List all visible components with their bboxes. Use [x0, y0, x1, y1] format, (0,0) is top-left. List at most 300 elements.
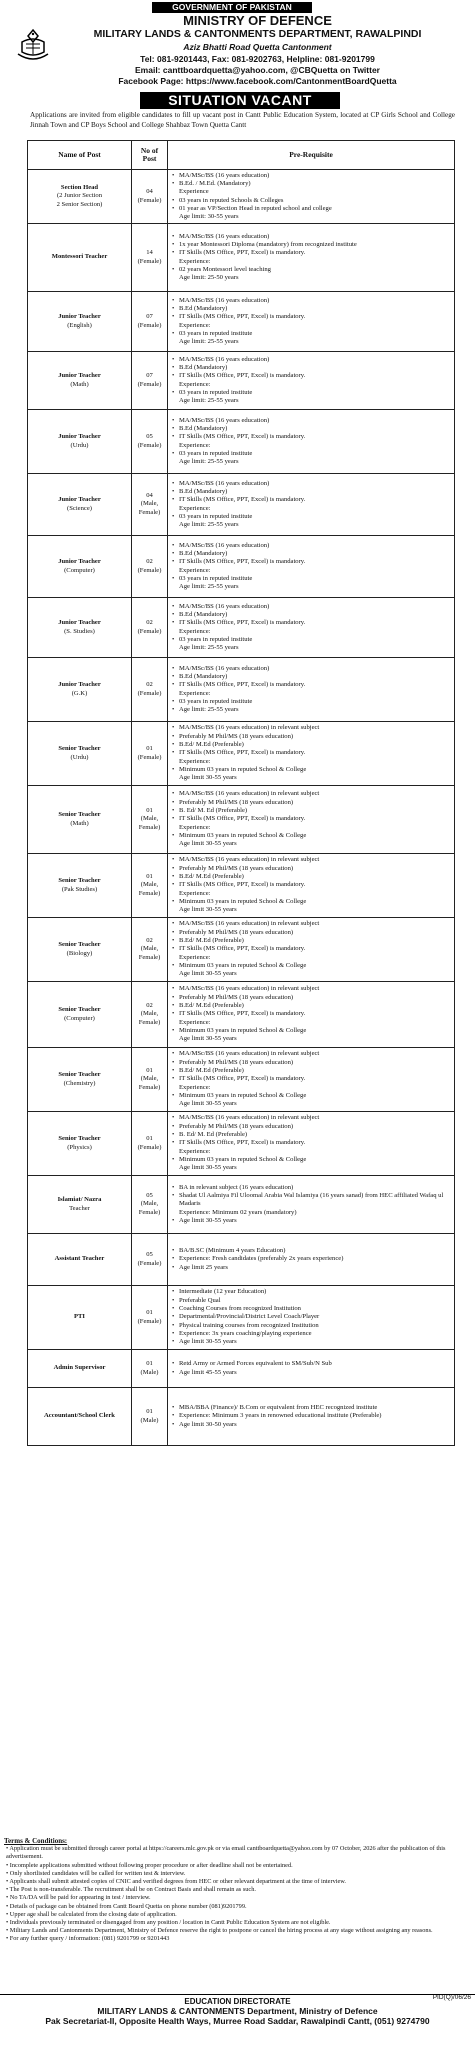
- header: [0, 0, 475, 88]
- prerequisite-cell: [168, 982, 455, 1048]
- office-address: Aziz Bhatti Road Quetta Cantonment: [183, 42, 332, 52]
- footer: [0, 1994, 475, 2043]
- post-gender: Female): [138, 953, 161, 961]
- prerequisite-list: [170, 1184, 452, 1225]
- prerequisite-item: • IT Skills (MS Office, PPT, Excel) is mandatory.: [179, 945, 452, 953]
- post-name: Senior Teacher: [58, 1071, 101, 1079]
- term-item: • Individuals previously terminated or disengaged from any position / location in Cantt Public Education System are not eligible.: [6, 1919, 331, 1927]
- prerequisite-item: • Preferably M Phil/MS (18 years education): [179, 733, 452, 741]
- post-count-cell: [132, 658, 168, 722]
- situation-vacant-banner: SITUATION VACANT: [140, 92, 340, 109]
- prerequisite-item: • Preferably M Phil/MS (18 years education): [179, 865, 452, 873]
- prerequisite-item: • B.Ed/ M.Ed (Preferable): [179, 937, 452, 945]
- prerequisite-item: Age limit 30-55 years: [179, 1100, 237, 1108]
- post-count-cell: [132, 854, 168, 918]
- post-name-cell: [28, 352, 132, 410]
- post-count-cell: [132, 1350, 168, 1388]
- prerequisite-item: • Preferably M Phil/MS (18 years education): [179, 1123, 452, 1131]
- post-count-cell: [132, 982, 168, 1048]
- prerequisite-item: • MA/MSc/BS (16 years education) in relevant subject: [179, 790, 452, 798]
- prerequisite-list: [170, 542, 452, 592]
- post-subject: (Urdu): [70, 441, 89, 449]
- prerequisite-item: Age limit: 25-55 years: [179, 397, 239, 405]
- table-row: [28, 722, 455, 786]
- prerequisite-item: • Experience: Minimum 3 years in renowned educational institute (Preferable): [179, 1412, 452, 1420]
- terms-title: Terms & Conditions:: [4, 1837, 68, 1845]
- post-name: Assistant Teacher: [54, 1255, 105, 1263]
- post-gender: (Female): [137, 1317, 162, 1325]
- prerequisite-item: • B.Ed (Mandatory): [179, 550, 452, 558]
- prerequisite-item: • MA/MSc/BS (16 years education): [179, 417, 452, 425]
- prerequisite-cell: [168, 598, 455, 658]
- prerequisite-item: • Minimum 03 years in reputed School & College: [179, 832, 452, 840]
- post-gender: (Male,: [140, 500, 159, 508]
- post-name: Montessori Teacher: [51, 253, 108, 261]
- prerequisite-item: • B.Ed/ M.Ed (Preferable): [179, 741, 452, 749]
- term-item: • Incomplete applications submitted without following proper procedure or after deadline shall not be entertained.: [6, 1861, 293, 1869]
- post-name: Accountant/School Clerk: [44, 1412, 115, 1420]
- table-row: [28, 982, 455, 1048]
- post-gender: Female): [138, 1018, 161, 1026]
- term-item: • Upper age shall be calculated from the closing date of application.: [6, 1910, 177, 1918]
- term-item: • Military Lands and Cantonments Department, Ministry of Defence reserve the right to postpone or cancel the hiring process at any stage without assigning any reasons.: [6, 1927, 433, 1935]
- table-row: [28, 474, 455, 536]
- post-subject: (Computer): [64, 1014, 95, 1022]
- prerequisite-item: • MA/MSc/BS (16 years education) in relevant subject: [179, 1050, 452, 1058]
- prerequisite-item: Age limit: 25-55 years: [179, 521, 239, 529]
- prerequisite-item: • IT Skills (MS Office, PPT, Excel) is mandatory.: [179, 1010, 452, 1018]
- post-name-cell: [28, 1350, 132, 1388]
- post-subject: (Pak Studies): [61, 885, 98, 893]
- prerequisite-list: [170, 1114, 452, 1172]
- prerequisite-item: • IT Skills (MS Office, PPT, Excel) is mandatory.: [179, 881, 452, 889]
- post-gender: (Male): [140, 1368, 159, 1376]
- term-item: • Details of package can be obtained from Cantt Board Quetta on phone number (081)9201799.: [6, 1902, 247, 1910]
- table-row: [28, 536, 455, 598]
- term-item: • No TA/DA will be paid for appearing in test / interview.: [6, 1894, 151, 1902]
- prerequisite-item: • MA/MSc/BS (16 years education): [179, 665, 452, 673]
- prerequisite-item: • Preferably M Phil/MS (18 years education): [179, 994, 452, 1002]
- phone-numbers: Tel: 081-9201443, Fax: 081-9202763, Helpline: 081-9201799: [140, 54, 375, 64]
- prerequisite-item: • Age limit 30-50 years: [179, 1421, 452, 1429]
- prerequisite-cell: [168, 722, 455, 786]
- prerequisite-item: • IT Skills (MS Office, PPT, Excel) is mandatory.: [179, 558, 452, 566]
- post-name-cell: [28, 474, 132, 536]
- post-name: Senior Teacher: [58, 941, 101, 949]
- prerequisite-item: • B.Ed (Mandatory): [179, 364, 452, 372]
- prerequisite-cell: [168, 1286, 455, 1350]
- prerequisite-item: Age limit 30-55 years: [179, 840, 237, 848]
- prerequisite-list: [170, 856, 452, 914]
- post-name-cell: [28, 1176, 132, 1234]
- prerequisite-item: Age limit: 30-55 years: [179, 213, 239, 221]
- table-row: [28, 1112, 455, 1176]
- prerequisite-item: • 03 years in reputed institute: [179, 330, 452, 338]
- prerequisite-item: • B.Ed/ M.Ed (Preferable): [179, 1002, 452, 1010]
- prerequisite-item: Experience: [179, 188, 209, 196]
- prerequisite-item: • 02 years Montessori level teaching: [179, 266, 452, 274]
- prerequisite-list: [170, 985, 452, 1043]
- prerequisite-item: Age limit: 25-55 years: [179, 644, 239, 652]
- post-count: 07: [146, 313, 153, 321]
- prerequisite-item: • IT Skills (MS Office, PPT, Excel) is mandatory.: [179, 749, 452, 757]
- post-subject: 2 Senior Section): [56, 200, 103, 208]
- post-name: Islamiat/ Nazra: [57, 1196, 102, 1204]
- post-count: 01: [146, 807, 153, 815]
- prerequisite-item: • MA/MSc/BS (16 years education): [179, 172, 452, 180]
- post-count: 01: [146, 1309, 153, 1317]
- prerequisite-item: • Intermediate (12 year Education): [179, 1288, 452, 1296]
- post-count-cell: [132, 224, 168, 292]
- prerequisite-item: • 03 years in reputed institute: [179, 450, 452, 458]
- header-name-of-post: Name of Post: [28, 141, 132, 170]
- post-gender: (Female): [137, 196, 162, 204]
- post-gender: (Female): [137, 689, 162, 697]
- prerequisite-item: • Minimum 03 years in reputed School & College: [179, 766, 452, 774]
- post-gender: (Male): [140, 1416, 159, 1424]
- prerequisite-list: [170, 297, 452, 347]
- post-count: 04: [146, 188, 153, 196]
- prerequisite-item: • Preferably M Phil/MS (18 years education): [179, 929, 452, 937]
- table-row: [28, 658, 455, 722]
- prerequisite-item: • Preferably M Phil/MS (18 years education): [179, 799, 452, 807]
- post-name: Senior Teacher: [58, 811, 101, 819]
- prerequisite-item: • 01 year as VP/Section Head in reputed school and college: [179, 205, 452, 213]
- post-name: Junior Teacher: [58, 372, 101, 380]
- term-item: • For any further query / information: (081) 9201799 or 9201443: [6, 1935, 170, 1943]
- post-count-cell: [132, 1112, 168, 1176]
- post-gender: (Male,: [140, 815, 159, 823]
- post-subject: (Math): [70, 819, 89, 827]
- prerequisite-item: • 03 years in reputed institute: [179, 389, 452, 397]
- post-gender: (Male,: [140, 1200, 159, 1208]
- table-header-row: [28, 141, 455, 170]
- prerequisite-cell: [168, 1350, 455, 1388]
- prerequisite-item: • Minimum 03 years in reputed School & College: [179, 898, 452, 906]
- prerequisite-item: • Coaching Courses from recognized Institution: [179, 1305, 452, 1313]
- prerequisite-item: • MA/MSc/BS (16 years education): [179, 542, 452, 550]
- prerequisite-item: • 03 years in reputed institute: [179, 513, 452, 521]
- prerequisite-list: [170, 790, 452, 848]
- post-name-cell: [28, 1112, 132, 1176]
- post-gender: (Male,: [140, 1075, 159, 1083]
- prerequisite-item: • IT Skills (MS Office, PPT, Excel) is mandatory.: [179, 1139, 452, 1147]
- post-gender: Female): [138, 1208, 161, 1216]
- post-subject: (Computer): [64, 566, 95, 574]
- government-label: GOVERNMENT OF PAKISTAN: [152, 2, 312, 13]
- post-gender: (Male,: [140, 881, 159, 889]
- prerequisite-item: • Age limit: 25-55 years: [179, 706, 452, 714]
- intro-paragraph: Applications are invited from eligible candidates to fill up vacant post in Cantt Public Education System, located at CP Girls School and College Jinnah Town and CP Boys School and College Shahbaz Town Quetta Cantt: [30, 111, 455, 129]
- header-pre-requisite: Pre-Requisite: [168, 141, 455, 170]
- prerequisite-item: • IT Skills (MS Office, PPT, Excel) is mandatory.: [179, 496, 452, 504]
- post-name: PTI: [74, 1313, 85, 1321]
- prerequisite-item: Age limit 30-55 years: [179, 970, 237, 978]
- prerequisite-item: • IT Skills (MS Office, PPT, Excel) is mandatory.: [179, 313, 452, 321]
- post-count-cell: [132, 536, 168, 598]
- post-gender: (Male,: [140, 1010, 159, 1018]
- prerequisite-cell: [168, 474, 455, 536]
- post-count: 01: [146, 1408, 153, 1416]
- prerequisite-list: [170, 1404, 452, 1429]
- post-gender: (Female): [137, 1143, 162, 1151]
- prerequisite-item: • MA/MSc/BS (16 years education) in relevant subject: [179, 856, 452, 864]
- prerequisite-item: Age limit: 25-55 years: [179, 458, 239, 466]
- post-count-cell: [132, 598, 168, 658]
- prerequisite-cell: [168, 170, 455, 224]
- post-count: 02: [146, 558, 153, 566]
- prerequisite-item: • IT Skills (MS Office, PPT, Excel) is mandatory.: [179, 815, 452, 823]
- table-row: [28, 1286, 455, 1350]
- prerequisite-item: Experience: Minimum 02 years (mandatory): [179, 1208, 297, 1216]
- prerequisite-item: Experience:: [179, 504, 211, 512]
- post-count-cell: [132, 170, 168, 224]
- prerequisite-item: Experience:: [179, 321, 211, 329]
- prerequisite-item: • 03 years in reputed Schools & Colleges: [179, 197, 452, 205]
- post-name-cell: [28, 786, 132, 854]
- table-body: [28, 170, 455, 1446]
- prerequisite-item: • 1x year Montessori Diploma (mandatory) from recognized institute: [179, 241, 452, 249]
- prerequisite-item: • B.Ed (Mandatory): [179, 611, 452, 619]
- post-count: 01: [146, 1135, 153, 1143]
- prerequisite-item: Experience:: [179, 1147, 211, 1155]
- prerequisite-cell: [168, 1048, 455, 1112]
- prerequisite-item: • Minimum 03 years in reputed School & College: [179, 962, 452, 970]
- prerequisite-cell: [168, 292, 455, 352]
- post-gender: (Female): [137, 1259, 162, 1267]
- prerequisite-list: [170, 1050, 452, 1108]
- post-name: Senior Teacher: [58, 1135, 101, 1143]
- prerequisite-item: Age limit 30-55 years: [179, 1035, 237, 1043]
- prerequisite-item: Experience:: [179, 953, 211, 961]
- post-count: 01: [146, 1360, 153, 1368]
- post-count: 05: [146, 1251, 153, 1259]
- post-gender: Female): [138, 889, 161, 897]
- state-emblem-icon: [14, 28, 52, 62]
- prerequisite-list: [170, 920, 452, 978]
- post-name-cell: [28, 1048, 132, 1112]
- post-name-cell: [28, 918, 132, 982]
- post-gender: (Female): [137, 257, 162, 265]
- prerequisite-item: • Minimum 03 years in reputed School & College: [179, 1027, 452, 1035]
- post-count: 02: [146, 937, 153, 945]
- prerequisite-item: Age limit: 25-55 years: [179, 338, 239, 346]
- prerequisite-item: • BA/B.SC (Minimum 4 years Education): [179, 1247, 452, 1255]
- prerequisite-item: • 03 years in reputed institute: [179, 698, 452, 706]
- prerequisite-item: • Preferably M Phil/MS (18 years education): [179, 1059, 452, 1067]
- prerequisite-item: • B. Ed/ M. Ed (Preferable): [179, 1131, 452, 1139]
- prerequisite-item: • 03 years in reputed institute: [179, 636, 452, 644]
- prerequisite-item: • IT Skills (MS Office, PPT, Excel) is mandatory.: [179, 249, 452, 257]
- prerequisite-list: [170, 665, 452, 715]
- post-subject: (Physics): [67, 1143, 92, 1151]
- post-subject: (English): [67, 321, 92, 329]
- prerequisite-cell: [168, 1234, 455, 1286]
- prerequisite-item: • Retd Army or Armed Forces equivalent to SM/Sub/N Sub: [179, 1360, 452, 1368]
- post-gender: (Female): [137, 380, 162, 388]
- prerequisite-list: [170, 233, 452, 283]
- prerequisite-item: Age limit 30-55 years: [179, 1164, 237, 1172]
- post-name-cell: [28, 1388, 132, 1446]
- post-name: Senior Teacher: [58, 745, 101, 753]
- post-gender: (Male,: [140, 945, 159, 953]
- term-item: • The Post is non-transferable. The recruitment shall be on Contract Basis and shall remain as such.: [6, 1886, 256, 1894]
- prerequisite-list: [170, 480, 452, 530]
- table-row: [28, 1350, 455, 1388]
- post-name: Junior Teacher: [58, 681, 101, 689]
- email-contact: Email: canttboardquetta@yahoo.com, @CBQuetta on Twitter: [135, 65, 380, 75]
- table-row: [28, 1388, 455, 1446]
- post-name-cell: [28, 658, 132, 722]
- prerequisite-item: • Departmental/Provincial/District Level Coach/Player: [179, 1313, 452, 1321]
- post-subject: (Chemistry): [63, 1079, 96, 1087]
- department-title: MILITARY LANDS & CANTONMENTS DEPARTMENT, RAWALPINDI: [93, 28, 422, 40]
- prerequisite-item: Experience:: [179, 380, 211, 388]
- post-count-cell: [132, 722, 168, 786]
- table-row: [28, 786, 455, 854]
- table-row: [28, 170, 455, 224]
- prerequisite-cell: [168, 1388, 455, 1446]
- post-subject: (Urdu): [70, 753, 89, 761]
- post-name-cell: [28, 722, 132, 786]
- post-count-cell: [132, 410, 168, 474]
- post-name: Junior Teacher: [58, 558, 101, 566]
- table-row: [28, 918, 455, 982]
- post-subject: (2 Junior Section: [56, 192, 103, 200]
- prerequisite-item: Experience:: [179, 823, 211, 831]
- prerequisite-item: • IT Skills (MS Office, PPT, Excel) is mandatory.: [179, 619, 452, 627]
- post-count: 02: [146, 619, 153, 627]
- table-row: [28, 854, 455, 918]
- facebook-page: Facebook Page: https://www.facebook.com/CantonmentBoardQuetta: [118, 76, 397, 86]
- post-gender: (Female): [137, 441, 162, 449]
- prerequisite-item: Age limit 30-55 years: [179, 906, 237, 914]
- post-count: 02: [146, 681, 153, 689]
- prerequisite-list: [170, 724, 452, 782]
- post-count-cell: [132, 1286, 168, 1350]
- prerequisite-item: • Preferable Qual: [179, 1297, 452, 1305]
- prerequisite-item: • Experience: 3x years coaching/playing experience: [179, 1330, 452, 1338]
- terms-and-conditions: [4, 1837, 471, 1944]
- prerequisite-item: • MA/MSc/BS (16 years education) in relevant subject: [179, 1114, 452, 1122]
- ministry-title: MINISTRY OF DEFENCE: [183, 13, 332, 28]
- post-name: Junior Teacher: [58, 496, 101, 504]
- table-row: [28, 598, 455, 658]
- post-count-cell: [132, 1388, 168, 1446]
- prerequisite-list: [170, 603, 452, 653]
- term-item: • Applicants shall submit attested copies of CNIC and verified degrees from HEC or other relevant department at the time of interview.: [6, 1878, 346, 1886]
- post-count-cell: [132, 352, 168, 410]
- post-name-cell: [28, 170, 132, 224]
- post-count: 05: [146, 433, 153, 441]
- prerequisite-item: • MA/MSc/BS (16 years education) in relevant subject: [179, 724, 452, 732]
- prerequisite-item: • B. Ed/ M. Ed (Preferable): [179, 807, 452, 815]
- prerequisite-cell: [168, 410, 455, 474]
- prerequisite-item: Age limit 30-55 years: [179, 774, 237, 782]
- prerequisite-item: • Physical training courses from recognized Institution: [179, 1322, 452, 1330]
- post-count: 07: [146, 372, 153, 380]
- prerequisite-item: • IT Skills (MS Office, PPT, Excel) is mandatory.: [179, 372, 452, 380]
- table-row: [28, 352, 455, 410]
- post-count-cell: [132, 786, 168, 854]
- post-count-cell: [132, 292, 168, 352]
- prerequisite-item: • BA in relevant subject (16 years education): [179, 1184, 452, 1192]
- footer-directorate: EDUCATION DIRECTORATE: [184, 1997, 291, 2006]
- prerequisite-item: • MA/MSc/BS (16 years education): [179, 297, 452, 305]
- post-count: 01: [146, 873, 153, 881]
- post-name-cell: [28, 410, 132, 474]
- prerequisite-cell: [168, 786, 455, 854]
- prerequisite-item: • B.Ed/ M.Ed (Preferable): [179, 1067, 452, 1075]
- prerequisite-item: • Age limit 45-55 years: [179, 1369, 452, 1377]
- prerequisite-item: • MA/MSc/BS (16 years education) in relevant subject: [179, 920, 452, 928]
- table-row: [28, 1176, 455, 1234]
- prerequisite-list: [170, 1247, 452, 1272]
- table-row: [28, 292, 455, 352]
- post-name: Admin Supervisor: [53, 1364, 106, 1372]
- post-name-cell: [28, 1234, 132, 1286]
- prerequisite-item: Experience:: [179, 689, 211, 697]
- post-gender: (Female): [137, 627, 162, 635]
- table-row: [28, 1234, 455, 1286]
- prerequisite-item: • Age limit 30-55 years: [179, 1217, 452, 1225]
- post-gender: (Female): [137, 321, 162, 329]
- prerequisite-item: • MA/MSc/BS (16 years education): [179, 356, 452, 364]
- table-row: [28, 410, 455, 474]
- publication-id: PID(Q)/06/26: [432, 1994, 471, 2001]
- prerequisite-item: • Minimum 03 years in reputed School & College: [179, 1156, 452, 1164]
- post-subject: (Science): [67, 504, 92, 512]
- post-subject: (Math): [70, 380, 89, 388]
- post-gender: (Female): [137, 753, 162, 761]
- prerequisite-list: [170, 172, 452, 222]
- prerequisite-item: • Minimum 03 years in reputed School & College: [179, 1092, 452, 1100]
- prerequisite-item: • IT Skills (MS Office, PPT, Excel) is mandatory.: [179, 1075, 452, 1083]
- post-count-cell: [132, 918, 168, 982]
- prerequisite-item: • B.Ed (Mandatory): [179, 425, 452, 433]
- post-count-cell: [132, 1176, 168, 1234]
- post-name-cell: [28, 224, 132, 292]
- table-row: [28, 224, 455, 292]
- post-gender: Female): [138, 508, 161, 516]
- prerequisite-item: • MA/MSc/BS (16 years education) in relevant subject: [179, 985, 452, 993]
- prerequisite-item: • MA/MSc/BS (16 years education): [179, 603, 452, 611]
- prerequisite-cell: [168, 658, 455, 722]
- prerequisite-cell: [168, 352, 455, 410]
- prerequisite-item: • B.Ed (Mandatory): [179, 673, 452, 681]
- terms-list: [4, 1845, 471, 1943]
- post-count-cell: [132, 1234, 168, 1286]
- post-name: Junior Teacher: [58, 313, 101, 321]
- post-subject: (S. Studies): [64, 627, 95, 635]
- prerequisite-item: Experience:: [179, 889, 211, 897]
- post-name: Junior Teacher: [58, 433, 101, 441]
- post-gender: Female): [138, 1083, 161, 1091]
- post-gender: Female): [138, 823, 161, 831]
- prerequisite-item: • B.Ed. / M.Ed. (Mandatory): [179, 180, 452, 188]
- prerequisite-item: • IT Skills (MS Office, PPT, Excel) is mandatory.: [179, 433, 452, 441]
- prerequisite-item: Experience:: [179, 566, 211, 574]
- prerequisite-item: • Age limit 25 years: [179, 1264, 452, 1272]
- prerequisite-item: • Age limit 30-55 years: [179, 1338, 452, 1346]
- prerequisite-item: • MA/MSc/BS (16 years education): [179, 233, 452, 241]
- prerequisite-list: [170, 417, 452, 467]
- post-count: 02: [146, 1002, 153, 1010]
- header-no-of-post: No of Post: [132, 141, 168, 170]
- post-name: Senior Teacher: [58, 1006, 101, 1014]
- prerequisite-cell: [168, 536, 455, 598]
- post-name-cell: [28, 854, 132, 918]
